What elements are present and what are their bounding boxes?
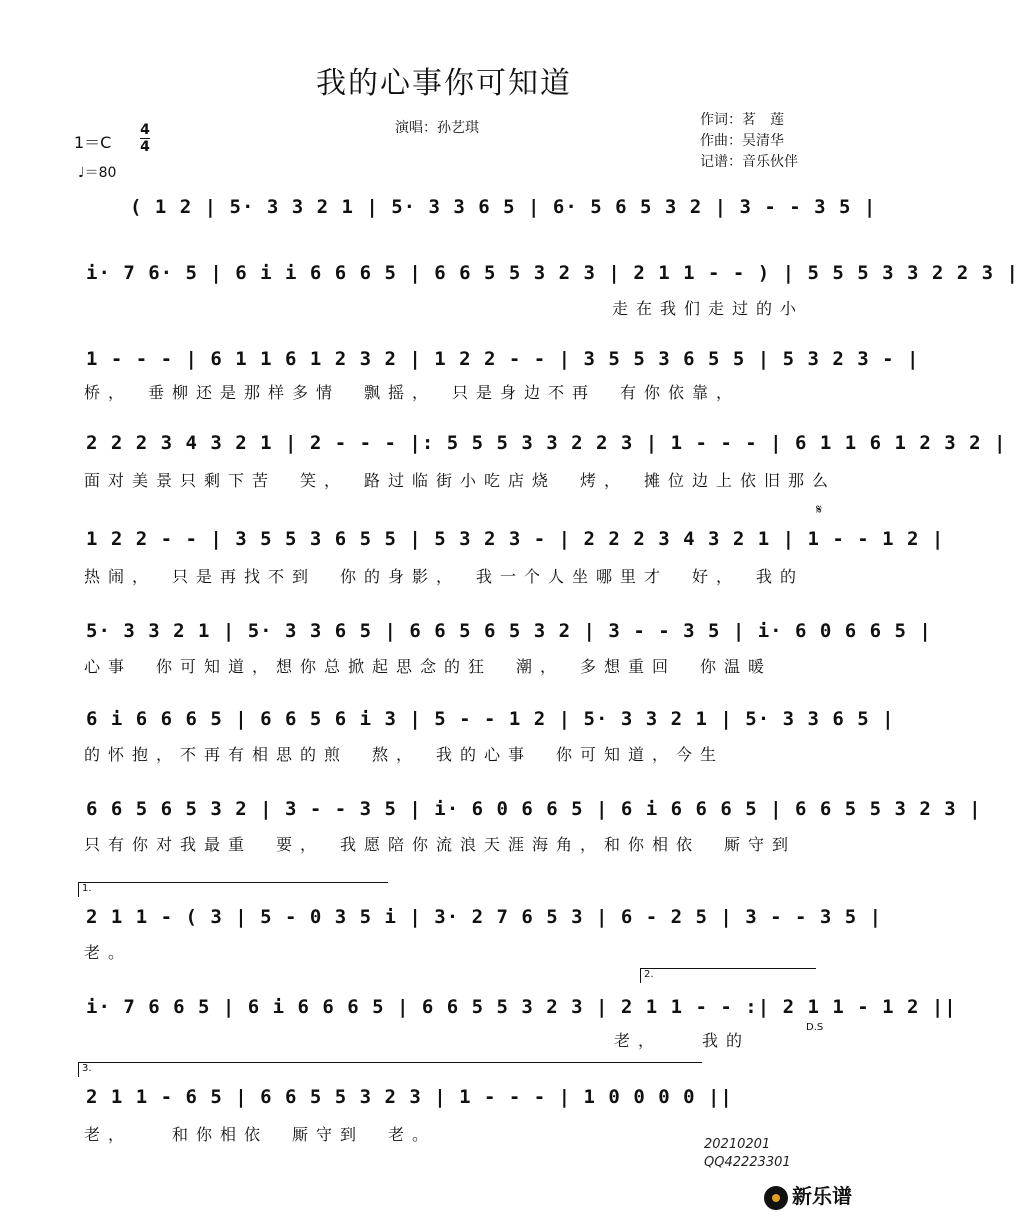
notes-line: 2 2 2 3 4 3 2 1 | 2 - - - |: 5 5 5 3 3 2 2 3 | 1 - - - | 6 1 1 6 1 2 3 2 | (86, 432, 1007, 454)
logo-text: 新乐谱 (792, 1184, 852, 1208)
lyrics-line: 走在我们走过的小 (612, 299, 805, 318)
volta-bracket-1: 1. (78, 882, 388, 897)
lyrics-line: 心事 你可知道，想你总掀起思念的狂 潮， 多想重回 你温暖 (84, 657, 773, 676)
stamp-date: 20210201 (704, 1137, 771, 1152)
composer-credit: 作曲：吴清华 (700, 133, 784, 149)
score-row (0, 432, 1007, 522)
lyrics-line: 热闹， 只是再找不到 你的身影， 我一个人坐哪里才 好， 我的 (84, 567, 805, 586)
notes-line: 6 6 5 6 5 3 2 | 3 - - 3 5 | i· 6 0 6 6 5 | 6 i 6 6 6 5 | 6 6 5 5 3 2 3 | (86, 798, 982, 820)
transcription-stamp (704, 1136, 791, 1172)
lyrics-line: 的怀抱，不再有相思的煎 熬， 我的心事 你可知道，今生 (84, 745, 725, 764)
score-row (0, 620, 932, 710)
segno-mark: 𝄋 (816, 502, 823, 518)
song-title: 我的心事你可知道 (316, 66, 572, 101)
score-row (0, 708, 895, 798)
lyrics-line: 老， 我的 (86, 1031, 751, 1050)
stamp-qq: QQ42223301 (704, 1155, 791, 1170)
singer-credit: 演唱：孙艺琪 (395, 120, 479, 136)
notes-line: 1 - - - | 6 1 1 6 1 2 3 2 | 1 2 2 - - | 3 5 5 3 6 5 5 | 5 3 2 3 - | (86, 348, 920, 370)
notes-line: 5· 3 3 2 1 | 5· 3 3 6 5 | 6 6 5 6 5 3 2 | 3 - - 3 5 | i· 6 0 6 6 5 | (86, 620, 932, 642)
volta-bracket-2: 2. (640, 968, 816, 983)
key-signature: 1＝C (74, 133, 112, 152)
notes-line: 2 1 1 - 6 5 | 6 6 5 5 3 2 3 | 1 - - - | 1 0 0 0 0 || (86, 1086, 733, 1108)
notes-line: 2 1 1 - ( 3 | 5 - 0 3 5 i | 3· 2 7 6 5 3 | 6 - 2 5 | 3 - - 3 5 | (86, 906, 883, 928)
lyrics-line: 老。 (84, 943, 133, 962)
volta-bracket-3: 3. (78, 1062, 702, 1077)
notes-line: i· 7 6 6 5 | 6 i 6 6 6 5 | 6 6 5 5 3 2 3 | 2 1 1 - - :| 2 1 1 - 1 2 || (86, 996, 957, 1018)
score-row (0, 262, 1019, 352)
lyrics-line: 老， 和你相依 厮守到 老。 (84, 1125, 437, 1144)
lyrics-line: 桥， 垂柳还是那样多情 飘摇， 只是身边不再 有你依靠， (84, 383, 741, 402)
meter-bottom: 4 (140, 139, 150, 155)
notes-line: 6 i 6 6 6 5 | 6 6 5 6 i 3 | 5 - - 1 2 | 5· 3 3 2 1 | 5· 3 3 6 5 | (86, 708, 895, 730)
lyrics-line: 面对美景只剩下苦 笑， 路过临街小吃店烧 烤， 摊位边上依旧那么 (84, 471, 837, 490)
transcriber-credit: 记谱：音乐伙伴 (700, 154, 798, 170)
notes-line: ( 1 2 | 5· 3 3 2 1 | 5· 3 3 6 5 | 6· 5 6 5 3 2 | 3 - - 3 5 | (130, 196, 877, 218)
notes-line: i· 7 6· 5 | 6 i i 6 6 6 5 | 6 6 5 5 3 2 3 | 2 1 1 - - ) | 5 5 5 3 3 2 2 3 | (86, 262, 1019, 284)
time-signature (140, 122, 150, 155)
site-logo (764, 1180, 852, 1210)
dal-segno-mark: D.S (806, 1022, 824, 1033)
lyricist-credit: 作词：茗 莲 (700, 112, 784, 128)
tempo-marking: ♩＝80 (78, 165, 117, 181)
lyrics-line: 只有你对我最重 要， 我愿陪你流浪天涯海角，和你相依 厮守到 (84, 835, 797, 854)
meter-top: 4 (140, 122, 150, 138)
vinyl-disc-icon (764, 1186, 788, 1210)
score-row (0, 798, 982, 888)
notes-line: 1 2 2 - - | 3 5 5 3 6 5 5 | 5 3 2 3 - | 2 2 2 3 4 3 2 1 | 1 - - 1 2 | (86, 528, 945, 550)
score-row (0, 528, 945, 618)
credits-block (700, 110, 798, 173)
score-row (0, 348, 920, 438)
